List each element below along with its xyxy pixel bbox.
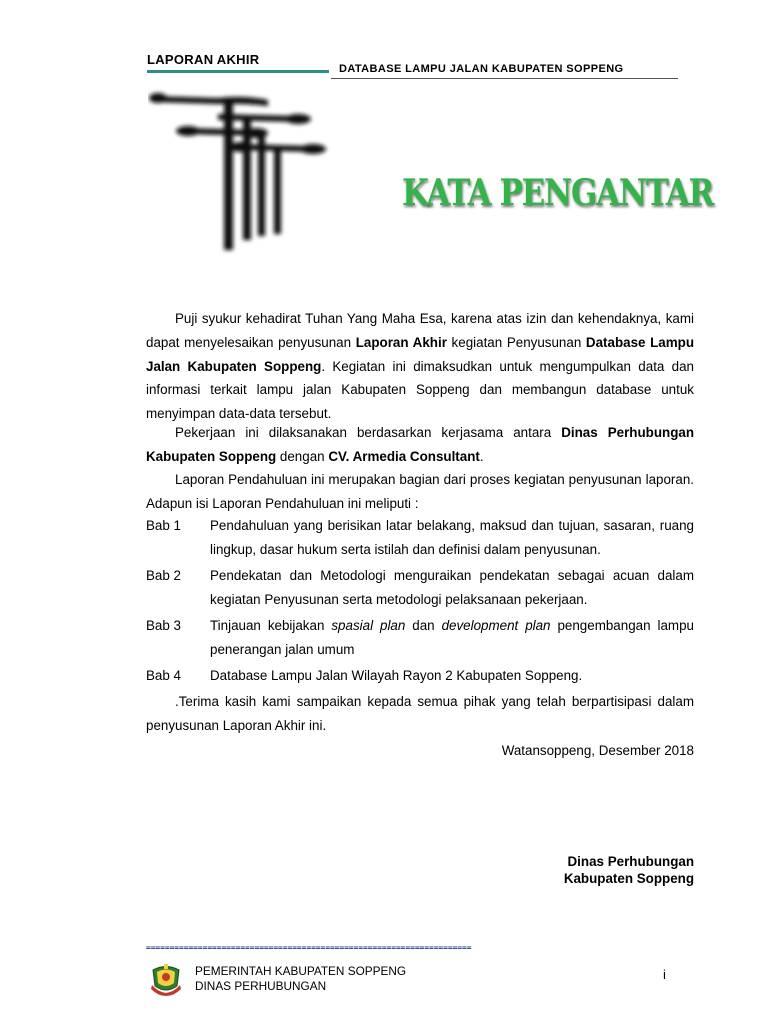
chapter-description: Pendekatan dan Metodologi menguraikan pendekatan sebagai acuan dalam kegiatan Penyusunan serta metodologi pelaksanaan pekerjaan. (210, 568, 694, 607)
header-accent-line (147, 70, 329, 73)
chapter-number: Bab 3 (146, 618, 181, 633)
paragraph-text: dengan (276, 448, 329, 464)
paragraph-text: kegiatan Penyusunan (446, 334, 586, 350)
header-report-title: LAPORAN AKHIR (147, 52, 260, 67)
paragraph-text: . Kegiatan ini dimaksudkan untuk mengumpulkan data dan informasi terkait lampu jalan Kabupaten Soppeng dan membangun database untuk menyimpan data-data tersebut. (146, 358, 694, 422)
paragraph-text: .Terima kasih kami sampaikan kepada semua pihak yang telah berpartisipasi dalam penyusunan Laporan Akhir ini. (146, 694, 694, 733)
bold-database-name: Database Lampu Jalan Kabupaten Soppeng (146, 334, 694, 374)
chapter-text: dan (405, 618, 442, 633)
chapter-number: Bab 1 (146, 518, 181, 533)
chapter-description (210, 614, 694, 662)
footer-rule (146, 944, 692, 952)
paragraph-thanks (146, 690, 694, 738)
paragraph-intro (146, 307, 694, 426)
paragraph-text: Puji syukur kehadirat Tuhan Yang Maha Esa, karena atas izin dan kehendaknya, kami dapat menyelesaikan penyusunan (146, 311, 694, 350)
bold-consultant-name: CV. Armedia Consultant (328, 448, 480, 464)
page-title: KATA PENGANTAR (402, 172, 714, 214)
header-document-title: DATABASE LAMPU JALAN KABUPATEN SOPPENG (339, 63, 624, 75)
italic-term: development plan (441, 618, 551, 633)
page-number: i (663, 967, 666, 982)
bold-report-name: Laporan Akhir (355, 334, 447, 350)
italic-term: spasial plan (331, 618, 406, 633)
paragraph-text: Laporan Pendahuluan ini merupakan bagian dari proses kegiatan penyusunan laporan. Adapun isi Laporan Pendahuluan ini meliputi : (146, 472, 694, 511)
footer-government: PEMERINTAH KABUPATEN SOPPENG (195, 964, 407, 978)
paragraph-text: . (479, 448, 484, 464)
signature-line-2: Kabupaten Soppeng (563, 871, 694, 886)
street-lamps-icon (148, 86, 334, 256)
bold-agency-name: Dinas Perhubungan Kabupaten Soppeng (146, 425, 695, 464)
paragraph-text: Pekerjaan ini dilaksanakan berdasarkan kerjasama antara (175, 425, 562, 440)
chapter-text: pengembangan lampu penerangan jalan umum (210, 618, 694, 657)
place-date: Watansoppeng, Desember 2018 (501, 743, 694, 758)
chapter-number: Bab 2 (146, 568, 181, 583)
chapter-number: Bab 4 (146, 668, 181, 683)
chapter-description: Pendahuluan yang berisikan latar belakang, maksud dan tujuan, sasaran, ruang lingkup, dasar hukum serta istilah dan definisi dalam penyusunan. (210, 518, 694, 557)
signature-line-1: Dinas Perhubungan (567, 854, 694, 869)
footer-rule-text: ===================================================================== (146, 944, 472, 952)
regency-emblem-icon (148, 961, 184, 997)
footer-agency: DINAS PERHUBUNGAN (195, 979, 327, 993)
chapter-text: Tinjauan kebijakan (210, 618, 332, 633)
paragraph-contents (146, 468, 694, 516)
header-rule (331, 78, 678, 79)
paragraph-cooperation (146, 421, 694, 469)
chapter-description: Database Lampu Jalan Wilayah Rayon 2 Kabupaten Soppeng. (210, 668, 583, 683)
